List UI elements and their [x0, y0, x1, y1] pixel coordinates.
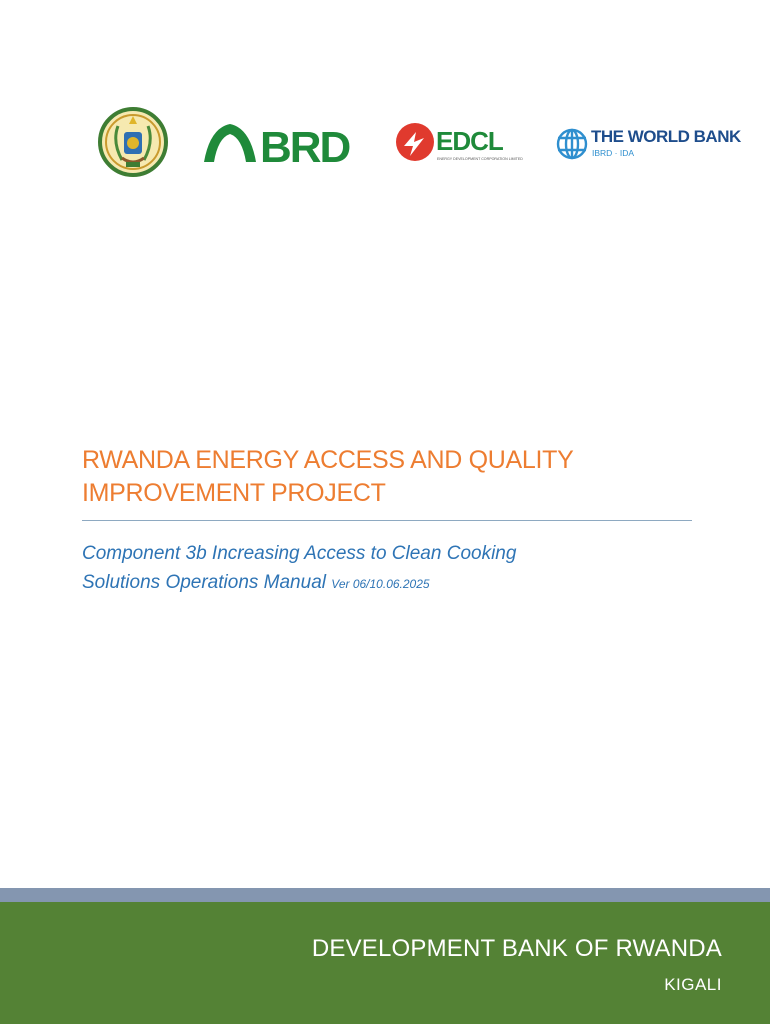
edcl-wordmark: EDCL — [436, 126, 503, 156]
document-title-line: RWANDA ENERGY ACCESS AND QUALITY — [82, 446, 574, 474]
world-bank-wordmark: THE WORLD BANK — [591, 127, 741, 146]
rwanda-coat-of-arms-icon — [96, 106, 170, 178]
edcl-flame-icon — [396, 123, 434, 161]
document-subtitle-line: Solutions Operations Manual — [82, 572, 326, 593]
edcl-tagline: ENERGY DEVELOPMENT CORPORATION LIMITED — [437, 157, 523, 161]
footer-stripe — [0, 888, 770, 902]
logo-row — [0, 104, 770, 176]
document-title-line: IMPROVEMENT PROJECT — [82, 479, 386, 507]
document-subtitle-line: Component 3b Increasing Access to Clean Cooking — [82, 543, 517, 564]
brd-arch-icon — [204, 124, 256, 162]
edcl-logo — [394, 120, 523, 166]
document-subtitle — [82, 539, 702, 599]
world-bank-tagline: IBRD · IDA — [592, 148, 635, 158]
document-subtitle-line-with-version — [82, 568, 702, 599]
brd-wordmark: BRD — [260, 123, 350, 172]
footer-band — [0, 902, 770, 1024]
footer-organization: DEVELOPMENT BANK OF RWANDA — [311, 935, 722, 962]
footer-city: KIGALI — [664, 975, 722, 994]
brd-logo — [200, 120, 360, 172]
document-title — [82, 444, 692, 510]
world-bank-logo — [556, 116, 741, 170]
world-bank-globe-icon — [558, 130, 586, 158]
title-divider — [82, 520, 692, 521]
document-version: Ver 06/10.06.2025 — [331, 577, 430, 591]
